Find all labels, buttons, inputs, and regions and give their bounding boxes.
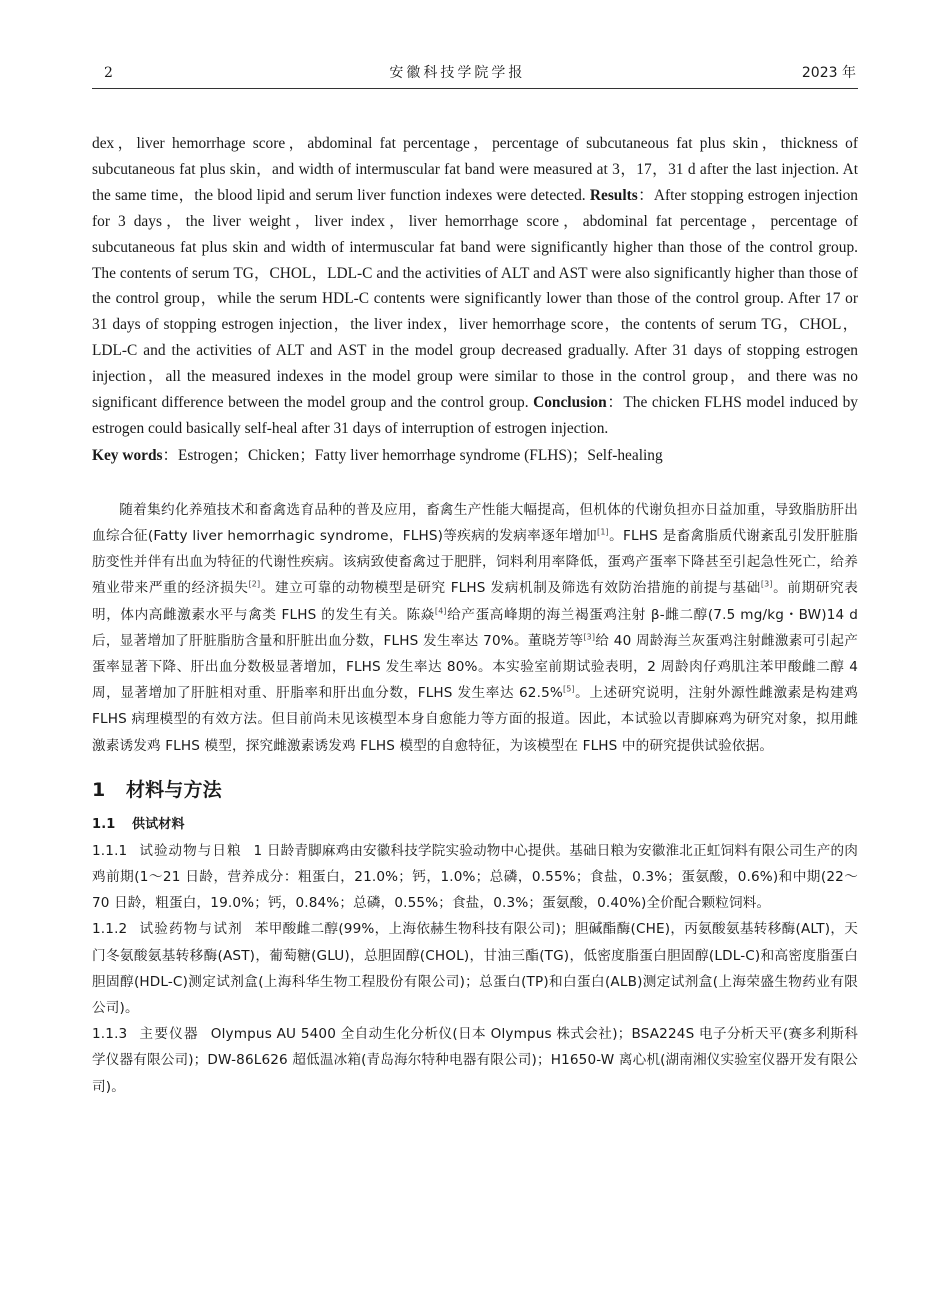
materials-item bbox=[92, 916, 858, 1021]
keywords bbox=[92, 443, 858, 469]
intro-sentence: 随着集约化养殖技术和畜禽选育品种的普及应用，畜禽生产性能大幅提高，但机体的代谢负担亦日益加重，导致脂肪肝出血综合征(Fatty liver hemorrhagic syndrome，FLHS)等疾病的发病率逐年增加 bbox=[92, 501, 858, 544]
intro-sentence: 。FLHS 是畜禽脂质代谢紊乱引发肝脏脂肪变性并伴有出血为特征的代谢性疾病。该病致使畜禽过于肥胖，饲料利用率降低，蛋鸡产蛋率下降甚至引起急性死亡，给养殖业带来严重的经济损失 bbox=[92, 527, 858, 597]
item-heading: 主要仪器 bbox=[139, 1026, 199, 1043]
citation[interactable]: [3] bbox=[583, 632, 596, 642]
citation[interactable]: [3] bbox=[760, 579, 773, 589]
intro-sentence: 给产蛋高峰期的海兰褐蛋鸡注射 β-雌二醇(7.5 mg/kg・BW)14 d 后，显著增加了肝脏脂肪含量和肝脏出血分数，FLHS 发生率达 70%。董晓芳等 bbox=[92, 606, 858, 649]
citation[interactable]: [1] bbox=[597, 527, 609, 537]
item-heading: 试验动物与日粮 bbox=[139, 842, 242, 859]
intro-paragraph bbox=[92, 497, 858, 759]
abstract-methods-text: dex，liver hemorrhage score，abdominal fat percentage，percentage of subcutaneous fat plus skin，thickness of subcutaneous fat plus skin，and width of intermuscular fat band were measured at 3，17，31 d after the last injection. At the same time，the blood lipid and serum liver function indexes were detected. bbox=[92, 135, 858, 204]
section-heading bbox=[92, 770, 858, 810]
citation[interactable]: [5] bbox=[562, 684, 575, 694]
item-heading: 试验药物与试剂 bbox=[139, 921, 243, 938]
subsection-number: 1.1 bbox=[92, 816, 116, 832]
item-number: 1.1.3 bbox=[92, 1026, 128, 1043]
page-number: 2 bbox=[104, 65, 113, 81]
intro-sentence: 。建立可靠的动物模型是研究 FLHS 发病机制及筛选有效防治措施的前提与基础 bbox=[260, 580, 761, 597]
results-text: ：After stopping estrogen injection for 3 days，the liver weight，liver index，liver hemorrhage score，abdominal fat percentage，percentage of subcutaneous fat plus skin and width of intermuscular fat band were significantly higher than those of the control group. The contents of serum TG，CHOL，LDL-C and the activities of ALT and AST were also significantly higher than those of the control group，while the serum HDL-C contents were significantly lower than those of the control group. After 17 or 31 days of stopping estrogen injection，the liver index，liver hemorrhage score，the contents of serum TG，CHOL，LDL-C and the activities of ALT and AST in the model group decreased gradually. After 31 days of stopping estrogen injection，all the measured indexes in the model group were similar to those in the control group，and there was no significant difference between the model group and the control group. bbox=[92, 186, 858, 412]
item-text: 1 日龄青脚麻鸡由安徽科技学院实验动物中心提供。基础日粮为安徽淮北正虹饲料有限公司生产的肉鸡前期(1～21 日龄，营养成分：粗蛋白，21.0%；钙，1.0%；总磷，0.55%；食盐，0.3%；蛋氨酸，0.6%)和中期(22～70 日龄，粗蛋白，19.0%；钙，0.84%；总磷，0.55%；食盐，0.3%；蛋氨酸，0.40%)全价配合颗粒饲料。 bbox=[92, 842, 859, 912]
citation[interactable]: [2] bbox=[248, 579, 261, 589]
keywords-label: Key words bbox=[92, 446, 163, 464]
conclusion-text: ：The chicken FLHS model induced by estrogen could basically self-heal after 31 days of interruption of estrogen injection. bbox=[92, 394, 858, 437]
keywords-text: ：Estrogen；Chicken；Fatty liver hemorrhage syndrome (FLHS)；Self-healing bbox=[162, 446, 663, 464]
section-number: 1 bbox=[92, 778, 106, 801]
materials-item bbox=[92, 1021, 858, 1100]
item-text: Olympus AU 5400 全自动生化分析仪(日本 Olympus 株式会社)；BSA224S 电子分析天平(赛多利斯科学仪器有限公司)；DW-86L626 超低温冰箱(青岛海尔特种电器有限公司)；H1650-W 离心机(湖南湘仪实验室仪器开发有限公司)。 bbox=[92, 1026, 858, 1095]
publication-year: 2023 年 bbox=[801, 65, 856, 81]
item-text: 苯甲酸雌二醇(99%，上海依赫生物科技有限公司)；胆碱酯酶(CHE)，丙氨酸氨基转移酶(ALT)，天门冬氨酸氨基转移酶(AST)，葡萄糖(GLU)，总胆固醇(CHOL)，甘油三酯(TG)，低密度脂蛋白胆固醇(LDL-C)和高密度脂蛋白胆固醇(HDL-C)测定试剂盒(上海科华生物工程股份有限公司)；总蛋白(TP)和白蛋白(ALB)测定试剂盒(上海荣盛生物药业有限公司)。 bbox=[92, 921, 859, 1017]
subsection-title: 供试材料 bbox=[132, 816, 185, 832]
materials-item bbox=[92, 838, 858, 917]
english-abstract bbox=[92, 131, 858, 442]
subsection-heading bbox=[92, 812, 858, 838]
item-number: 1.1.1 bbox=[92, 842, 128, 859]
journal-title: 安徽科技学院学报 bbox=[389, 65, 526, 81]
citation[interactable]: [4] bbox=[434, 606, 447, 616]
section-title: 材料与方法 bbox=[126, 778, 222, 801]
paper-page bbox=[92, 62, 858, 1100]
abstract-paragraph bbox=[92, 131, 858, 442]
intro-sentence: 。上述研究说明，注射外源性雌激素是构建鸡 FLHS 病理模型的有效方法。但目前尚未见该模型本身自愈能力等方面的报道。因此，本试验以青脚麻鸡为研究对象，拟用雌激素诱发鸡 FLHS 模型，探究雌激素诱发鸡 FLHS 模型的自愈特征，为该模型在 FLHS 中的研究提供试验依据。 bbox=[92, 685, 858, 754]
conclusion-label: Conclusion bbox=[533, 394, 607, 412]
item-number: 1.1.2 bbox=[92, 921, 128, 938]
chinese-body bbox=[92, 497, 858, 1100]
results-label: Results bbox=[589, 186, 638, 204]
intro-sentence: 。前期研究表明，体内高雌激素水平与禽类 FLHS 的发生有关。陈焱 bbox=[92, 580, 858, 623]
running-header bbox=[92, 62, 858, 89]
intro-sentence: 给 40 周龄海兰灰蛋鸡注射雌激素可引起产蛋率显著下降、肝出血分数极显著增加，FLHS 发生率达 80%。本实验室前期试验表明，2 周龄肉仔鸡肌注苯甲酸雌二醇 4 周，显著增加了肝脏相对重、肝脂率和肝出血分数，FLHS 发生率达 62.5% bbox=[92, 632, 859, 702]
